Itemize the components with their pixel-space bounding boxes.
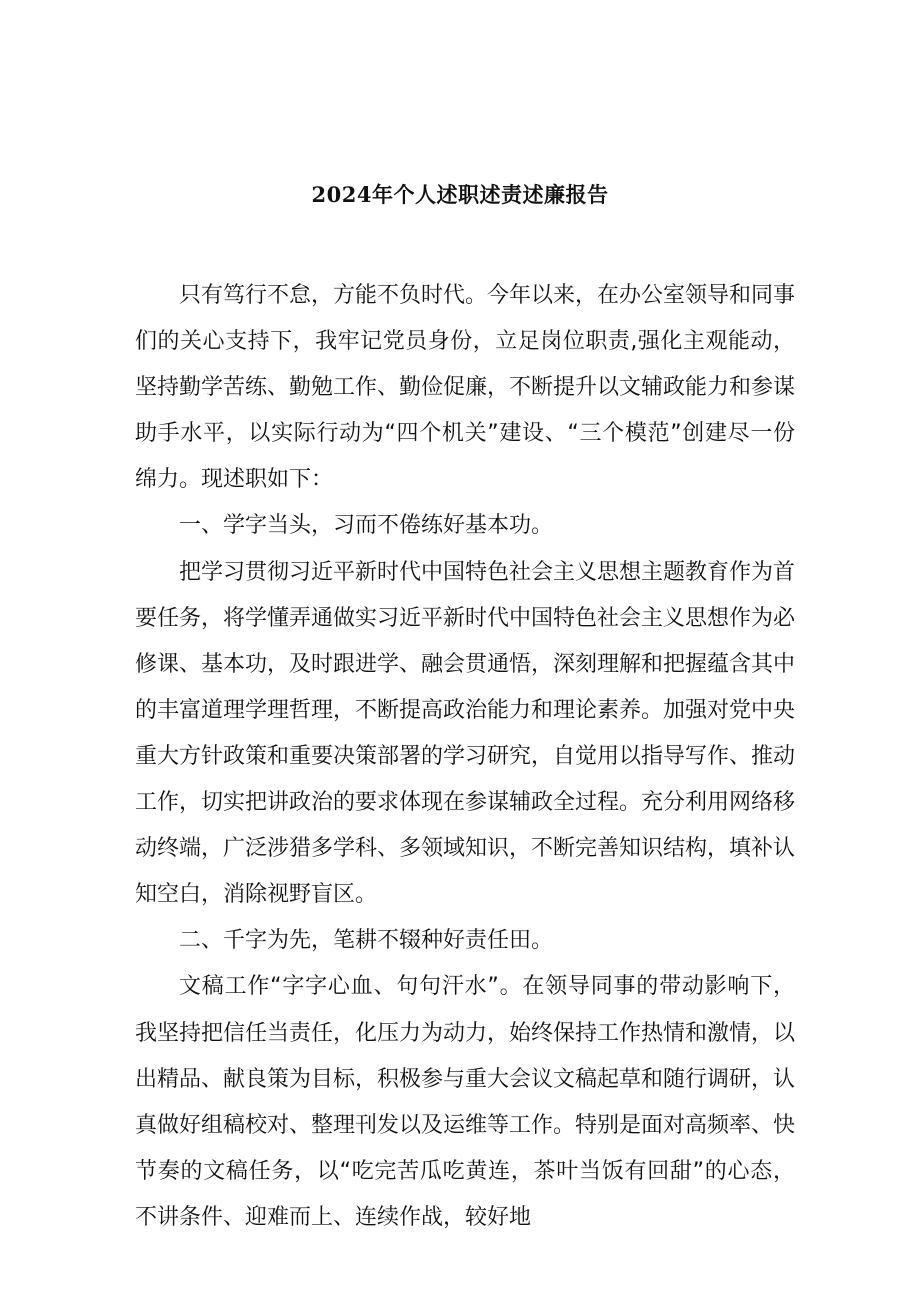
paragraph-intro: 只有笃行不怠，方能不负时代。今年以来，在办公室领导和同事们的关心支持下，我牢记党员身份，立足岗位职责,强化主观能动，坚持勤学苦练、勤勉工作、勤俭促廉，不断提升以文辅政能力和参谋助手水平，以实际行动为“四个机关”建设、“三个模范”创建尽一份绵力。现述职如下： [135,283,796,493]
paragraph-writing: 文稿工作“字字心血、句句汗水”。在领导同事的带动影响下，我坚持把信任当责任，化压力为动力，始终保持工作热情和激情，以出精品、献良策为目标，积极参与重大会议文稿起草和随行调研，认真做好组稿校对、整理刊发以及运维等工作。特别是面对高频率、快节奏的文稿任务，以“吃完苦瓜吃黄连，茶叶当饭有回甜”的心态，不讲条件、迎难而上、连续作战，较好地 [135,974,796,1230]
document-title: 2024年个人述职述责述廉报告 [311,182,609,207]
section-heading-2: 二、千字为先，笔耕不辍种好责任田。 [179,928,554,954]
document-body [135,273,795,1241]
section-heading-1: 一、学字当头，习而不倦练好基本功。 [179,513,554,539]
paragraph-study: 把学习贯彻习近平新时代中国特色社会主义思想主题教育作为首要任务，将学懂弄通做实习近平新时代中国特色社会主义思想作为必修课、基本功，及时跟进学、融会贯通悟，深刻理解和把握蕴含其中的丰富道理学理哲理，不断提高政治能力和理论素养。加强对党中央重大方针政策和重要决策部署的学习研究，自觉用以指导写作、推动工作，切实把讲政治的要求体现在参谋辅政全过程。充分利用网络移动终端，广泛涉猎多学科、多领域知识，不断完善知识结构，填补认知空白，消除视野盲区。 [135,559,796,908]
